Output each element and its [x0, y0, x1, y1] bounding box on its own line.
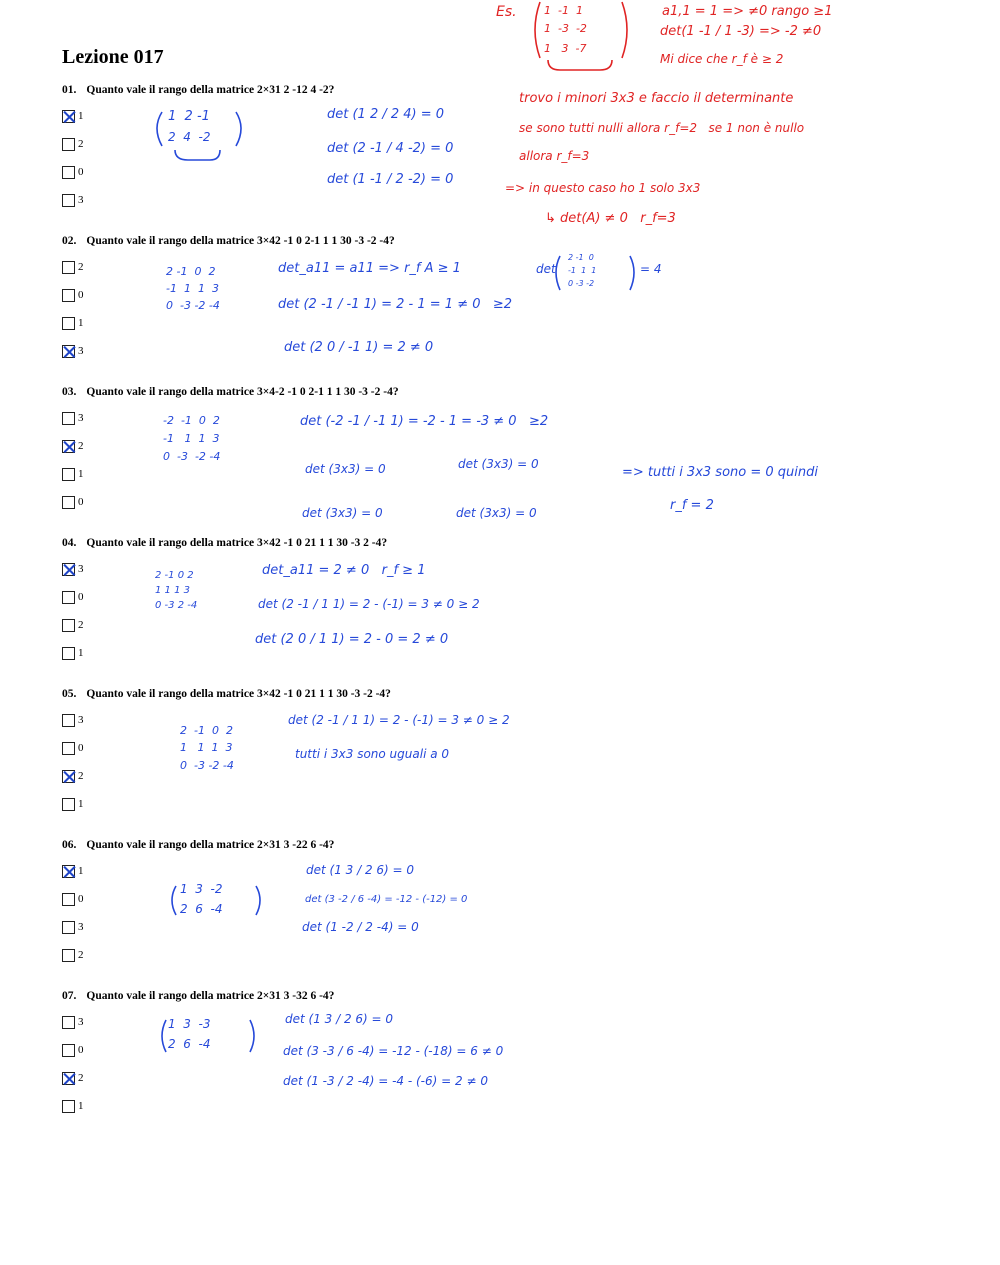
checkbox[interactable]: [62, 317, 75, 330]
option-label: 2: [78, 619, 84, 631]
option-label: 0: [78, 591, 84, 603]
blue-annotation: det (1 -1 / 2 -2) = 0: [327, 172, 454, 187]
blue-annotation: = 4: [640, 262, 662, 276]
checked-checkbox[interactable]: [62, 1072, 75, 1085]
question-text: Quanto vale il rango della matrice 3×42 -1 0 2-1 1 1 30 -3 -2 -4?: [86, 235, 395, 247]
question-heading: [62, 535, 562, 551]
blue-annotation: -2 -1 0 2: [163, 414, 220, 427]
blue-annotation: 2 6 -4: [168, 1037, 211, 1051]
option-label: 0: [78, 893, 84, 905]
checkbox[interactable]: [62, 714, 75, 727]
pen-stroke: [630, 256, 634, 290]
answer-option[interactable]: [62, 712, 84, 728]
checked-checkbox[interactable]: [62, 440, 75, 453]
option-label: 2: [78, 138, 84, 150]
blue-annotation: -1 1 1: [568, 266, 597, 275]
answer-option[interactable]: [62, 561, 84, 577]
blue-annotation: 2 6 -4: [180, 902, 223, 916]
blue-annotation: 1 3 -3: [168, 1017, 211, 1031]
option-label: 0: [78, 496, 84, 508]
blue-annotation: det (1 -2 / 2 -4) = 0: [302, 920, 419, 934]
option-label: 3: [78, 563, 84, 575]
red-annotation: trovo i minori 3x3 e faccio il determinante: [519, 91, 794, 106]
option-label: 0: [78, 166, 84, 178]
answer-option[interactable]: [62, 947, 84, 963]
blue-annotation: 0 -3 2 -4: [155, 600, 198, 611]
checkbox[interactable]: [62, 1044, 75, 1057]
answer-option[interactable]: [62, 796, 84, 812]
page-title: Lezione 017: [62, 46, 164, 68]
pen-stroke: [535, 2, 540, 58]
red-annotation: a1,1 = 1 => ≠0 rango ≥1: [662, 4, 833, 19]
blue-annotation: det (2 -1 / 1 1) = 2 - (-1) = 3 ≠ 0 ≥ 2: [258, 597, 480, 611]
option-label: 3: [78, 714, 84, 726]
checkbox[interactable]: [62, 921, 75, 934]
answer-option[interactable]: [62, 315, 84, 331]
pen-stroke: [556, 256, 560, 290]
checked-checkbox[interactable]: [62, 865, 75, 878]
question-number: 02.: [62, 235, 77, 247]
checkbox[interactable]: [62, 1016, 75, 1029]
blue-annotation: -1 1 1 3: [163, 432, 220, 445]
question-text: Quanto vale il rango della matrice 3×42 -1 0 21 1 1 30 -3 2 -4?: [86, 537, 388, 549]
pen-stroke: [250, 1020, 254, 1052]
option-label: 3: [78, 194, 84, 206]
answer-option[interactable]: [62, 164, 84, 180]
blue-annotation: det (1 3 / 2 6) = 0: [306, 863, 415, 877]
blue-annotation: r_f = 2: [670, 498, 714, 513]
option-label: 3: [78, 412, 84, 424]
question-heading: [62, 837, 562, 853]
answer-option[interactable]: [62, 466, 84, 482]
red-annotation: Es.: [496, 4, 517, 20]
option-label: 0: [78, 289, 84, 301]
checkbox[interactable]: [62, 166, 75, 179]
checkbox[interactable]: [62, 949, 75, 962]
checked-checkbox[interactable]: [62, 563, 75, 576]
blue-annotation: det (3x3) = 0: [302, 506, 383, 520]
checkbox[interactable]: [62, 591, 75, 604]
option-label: 0: [78, 742, 84, 754]
blue-annotation: det (1 -3 / 2 -4) = -4 - (-6) = 2 ≠ 0: [283, 1074, 488, 1088]
option-label: 1: [78, 468, 84, 480]
option-label: 1: [78, 317, 84, 329]
pen-stroke: [172, 886, 176, 915]
checkbox[interactable]: [62, 468, 75, 481]
option-label: 2: [78, 261, 84, 273]
option-label: 3: [78, 921, 84, 933]
blue-annotation: 2 -1 0 2: [180, 724, 233, 737]
blue-annotation: det (3x3) = 0: [458, 457, 539, 471]
question-heading: [62, 988, 562, 1004]
red-annotation: det(1 -1 / 1 -3) => -2 ≠0: [660, 24, 822, 39]
option-label: 1: [78, 865, 84, 877]
blue-annotation: det (3x3) = 0: [305, 462, 386, 476]
blue-annotation: tutti i 3x3 sono uguali a 0: [295, 747, 450, 761]
answer-option[interactable]: [62, 617, 84, 633]
answer-option[interactable]: [62, 410, 84, 426]
answer-option[interactable]: [62, 589, 84, 605]
answer-option[interactable]: [62, 919, 84, 935]
answer-option[interactable]: [62, 343, 84, 359]
question-heading: [62, 384, 562, 400]
question-number: 06.: [62, 839, 77, 851]
question-heading: [62, 233, 562, 249]
blue-annotation: 2 -1 0 2: [155, 570, 194, 581]
question-text: Quanto vale il rango della matrice 3×4-2 -1 0 2-1 1 1 30 -3 -2 -4?: [86, 386, 399, 398]
question-text: Quanto vale il rango della matrice 2×31 2 -12 4 -2?: [86, 84, 335, 96]
checkbox[interactable]: [62, 798, 75, 811]
checkbox[interactable]: [62, 893, 75, 906]
blue-annotation: 2 -1 0: [568, 253, 594, 262]
blue-annotation: 1 1 1 3: [155, 585, 190, 596]
option-label: 2: [78, 1072, 84, 1084]
option-label: 3: [78, 345, 84, 357]
answer-option[interactable]: [62, 740, 84, 756]
blue-annotation: det (-2 -1 / -1 1) = -2 - 1 = -3 ≠ 0 ≥2: [300, 414, 549, 429]
question-heading: [62, 686, 562, 702]
blue-annotation: det (2 -1 / 4 -2) = 0: [327, 141, 454, 156]
blue-annotation: det (1 3 / 2 6) = 0: [285, 1012, 394, 1026]
pen-stroke: [236, 112, 241, 146]
blue-annotation: 1 1 1 3: [180, 741, 233, 754]
blue-annotation: det (2 0 / -1 1) = 2 ≠ 0: [284, 340, 434, 355]
option-label: 2: [78, 770, 84, 782]
checkbox[interactable]: [62, 412, 75, 425]
question-number: 04.: [62, 537, 77, 549]
checkbox[interactable]: [62, 619, 75, 632]
pen-stroke: [256, 886, 260, 915]
blue-annotation: 0 -3 -2 -4: [166, 299, 220, 312]
blue-annotation: 2 4 -2: [168, 130, 211, 144]
checked-checkbox[interactable]: [62, 345, 75, 358]
checkbox[interactable]: [62, 496, 75, 509]
question-number: 03.: [62, 386, 77, 398]
answer-option[interactable]: [62, 108, 84, 124]
blue-annotation: 0 -3 -2: [568, 279, 595, 288]
blue-annotation: => tutti i 3x3 sono = 0 quindi: [622, 465, 818, 480]
answer-option[interactable]: [62, 891, 84, 907]
question-text: Quanto vale il rango della matrice 2×31 3 -22 6 -4?: [86, 839, 335, 851]
option-label: 3: [78, 1016, 84, 1028]
answer-option[interactable]: [62, 1098, 84, 1114]
question-number: 01.: [62, 84, 77, 96]
option-label: 2: [78, 949, 84, 961]
blue-annotation: det (2 0 / 1 1) = 2 - 0 = 2 ≠ 0: [255, 632, 449, 647]
red-annotation: 1 -1 1: [544, 4, 583, 17]
question-heading: [62, 82, 562, 98]
answer-option[interactable]: [62, 645, 84, 661]
red-annotation: ↳ det(A) ≠ 0 r_f=3: [545, 211, 676, 226]
checked-checkbox[interactable]: [62, 110, 75, 123]
checkbox[interactable]: [62, 261, 75, 274]
blue-annotation: det (3x3) = 0: [456, 506, 537, 520]
answer-option[interactable]: [62, 1014, 84, 1030]
answer-option[interactable]: [62, 192, 84, 208]
blue-annotation: det_a11 = a11 => r_f A ≥ 1: [278, 261, 461, 276]
blue-annotation: -1 1 1 3: [166, 282, 219, 295]
question-text: Quanto vale il rango della matrice 3×42 -1 0 21 1 1 30 -3 -2 -4?: [86, 688, 391, 700]
answer-option[interactable]: [62, 863, 84, 879]
option-label: 1: [78, 798, 84, 810]
pen-stroke: [162, 1020, 166, 1052]
checkbox[interactable]: [62, 194, 75, 207]
blue-annotation: 1 2 -1: [168, 109, 210, 124]
red-annotation: => in questo caso ho 1 solo 3x3: [505, 181, 701, 195]
answer-option[interactable]: [62, 494, 84, 510]
red-annotation: Mi dice che r_f è ≥ 2: [660, 52, 784, 66]
checkbox[interactable]: [62, 742, 75, 755]
red-annotation: 1 -3 -2: [544, 22, 587, 35]
blue-annotation: det (2 -1 / 1 1) = 2 - (-1) = 3 ≠ 0 ≥ 2: [288, 713, 510, 727]
pen-stroke: [622, 2, 627, 58]
red-annotation: allora r_f=3: [519, 149, 590, 163]
pen-stroke: [175, 150, 220, 160]
blue-annotation: 0 -3 -2 -4: [180, 759, 234, 772]
blue-annotation: 0 -3 -2 -4: [163, 450, 221, 463]
option-label: 1: [78, 110, 84, 122]
checkbox[interactable]: [62, 1100, 75, 1113]
blue-annotation: det (3 -2 / 6 -4) = -12 - (-12) = 0: [305, 894, 468, 905]
option-label: 0: [78, 1044, 84, 1056]
question-number: 05.: [62, 688, 77, 700]
answer-option[interactable]: [62, 768, 84, 784]
pen-stroke: [548, 60, 612, 70]
blue-annotation: 1 3 -2: [180, 882, 223, 896]
blue-annotation: det (1 2 / 2 4) = 0: [327, 107, 445, 122]
option-label: 1: [78, 647, 84, 659]
option-label: 2: [78, 440, 84, 452]
question-number: 07.: [62, 990, 77, 1002]
pen-stroke: [157, 112, 162, 146]
blue-annotation: 2 -1 0 2: [166, 265, 216, 278]
red-annotation: 1 3 -7: [544, 42, 587, 55]
question-text: Quanto vale il rango della matrice 2×31 3 -32 6 -4?: [86, 990, 335, 1002]
blue-annotation: det: [536, 262, 556, 276]
red-annotation: se sono tutti nulli allora r_f=2 se 1 non è nullo: [519, 121, 805, 135]
blue-annotation: det (2 -1 / -1 1) = 2 - 1 = 1 ≠ 0 ≥2: [278, 297, 513, 312]
blue-annotation: det (3 -3 / 6 -4) = -12 - (-18) = 6 ≠ 0: [283, 1044, 504, 1058]
blue-annotation: det_a11 = 2 ≠ 0 r_f ≥ 1: [262, 563, 426, 578]
checkbox[interactable]: [62, 647, 75, 660]
answer-option[interactable]: [62, 1042, 84, 1058]
checkbox[interactable]: [62, 138, 75, 151]
answer-option[interactable]: [62, 438, 84, 454]
answer-option[interactable]: [62, 259, 84, 275]
answer-option[interactable]: [62, 1070, 84, 1086]
answer-option[interactable]: [62, 136, 84, 152]
answer-option[interactable]: [62, 287, 84, 303]
option-label: 1: [78, 1100, 84, 1112]
checkbox[interactable]: [62, 289, 75, 302]
checked-checkbox[interactable]: [62, 770, 75, 783]
